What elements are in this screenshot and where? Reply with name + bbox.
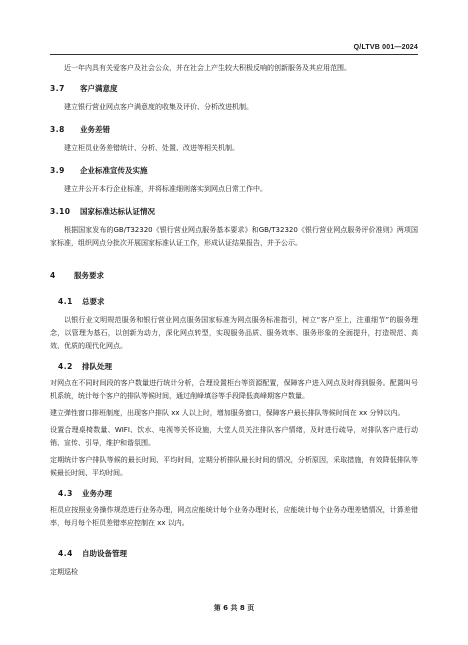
section-paragraph: 设置合理桌椅数量、WIFI、饮水、电视等关怀设施，大堂人员关注排队客户情绪，及时进行疏导，对排队客户进行动销、宣传、引导，维护和谐氛围。 (50, 426, 418, 447)
section-paragraph: 柜员应按照业务操作规范进行业务办理，网点应能统计每个业务办理时长，应能统计每个业务办理差错情况，计算差错率，每月每个柜员差错率应控制在 xx 以内。 (50, 506, 418, 527)
section-title: 国家标准达标认证情况 (80, 207, 155, 216)
section-title: 排队处理 (82, 362, 112, 371)
section-title: 企业标准宣传及实施 (80, 166, 148, 175)
section-paragraph: 定期巡检 (50, 568, 78, 576)
section-heading-4-2 (50, 361, 418, 373)
section-heading-3-7 (50, 83, 418, 95)
section-heading-4-3 (50, 488, 418, 500)
section-number: 3.8 (50, 125, 65, 134)
section-title: 总要求 (82, 297, 105, 306)
section-number: 3.10 (50, 207, 71, 216)
section-number: 3.7 (50, 84, 65, 93)
section-title: 业务办理 (82, 489, 112, 498)
section-paragraph: 建立银行营业网点客户满意度的收集及评价、分析改进机制。 (64, 103, 253, 111)
section-heading-3-9 (50, 165, 418, 177)
document-code: Q/LTVB 001—2024 (353, 44, 418, 51)
section-number: 3.9 (50, 166, 65, 175)
section-number: 4.2 (58, 362, 73, 371)
section-title: 服务要求 (74, 271, 104, 280)
header-rule (50, 54, 418, 55)
section-heading-3-8 (50, 124, 418, 136)
section-paragraph: 建立柜员业务差错统计、分析、处置、改进等相关机制。 (64, 144, 239, 152)
section-paragraph: 根据国家发布的GB/T32320《银行营业网点服务基本要求》和GB/T32320《银行营业网点服务评价准则》两项国家标准，组织网点分批次开展国家标准认证工作，形成认证结果报告，并予公示。 (50, 226, 418, 247)
section-heading-4 (50, 270, 418, 282)
section-number: 4.3 (58, 489, 73, 498)
section-paragraph: 定期统计客户排队等候的最长时间、平均时间，定期分析排队最长时间的情况，分析原因，采取措施，有效降低排队等候最长时间、平均时间。 (50, 456, 418, 477)
document-body (50, 62, 418, 579)
section-paragraph: 建立并公开本行企业标准，并将标准细则落实到网点日常工作中。 (64, 185, 267, 193)
section-title: 业务差错 (80, 125, 110, 134)
section-title: 客户满意度 (80, 84, 118, 93)
section-number: 4 (50, 271, 56, 280)
section-paragraph: 对网点在不同时间段的客户数量进行统计分析，合理设置柜台等资源配置，保障客户进入网点及时得到服务。配置叫号机系统，统计每个客户的排队等候时间，通过削峰填谷等手段降低高峰期客户数量。 (50, 379, 418, 400)
section-title: 自助设备管理 (82, 549, 127, 558)
section-heading-4-1 (50, 296, 418, 308)
intro-paragraph: 近一年内具有关爱客户及社会公众，并在社会上产生较大积极反响的创新服务及其应用范围。 (64, 64, 351, 72)
section-number: 4.1 (58, 297, 73, 306)
section-number: 4.4 (58, 549, 73, 558)
section-paragraph: 以银行业文明规范服务和银行营业网点服务国家标准为网点服务标准指引，树立“客户至上，注重细节”的服务理念，以管理为基石，以创新为动力，深化网点转型，实现服务品质、服务效率、服务形象的全面提升，打造规范、高效、优质的现代化网点。 (50, 316, 418, 350)
section-heading-4-4 (50, 548, 418, 560)
section-heading-3-10 (50, 206, 418, 218)
page-number: 第 6 共 8 页 (213, 604, 255, 612)
section-paragraph: 建立弹性窗口排班制度，出现客户排队 xx 人以上时，增加服务窗口，保障客户最长排队等候时间在 xx 分钟以内。 (50, 409, 405, 417)
